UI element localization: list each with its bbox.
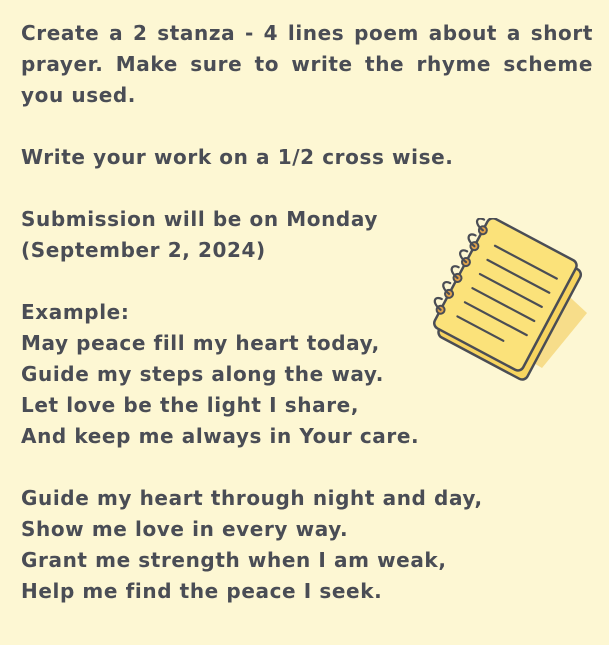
submission-date-line: (September 2, 2024) xyxy=(21,238,266,262)
poem-line: May peace fill my heart today, xyxy=(21,331,380,355)
submission-line: Submission will be on Monday xyxy=(21,207,378,231)
poem-line: Guide my steps along the way. xyxy=(21,362,384,386)
example-stanza-2 xyxy=(21,483,593,607)
poem-line: Grant me strength when I am weak, xyxy=(21,548,447,572)
format-instruction: Write your work on a 1/2 cross wise. xyxy=(21,145,454,169)
poem-line: And keep me always in Your care. xyxy=(21,424,420,448)
notebook-icon xyxy=(422,218,592,386)
poem-line: Let love be the light I share, xyxy=(21,393,360,417)
task-instruction: Create a 2 stanza - 4 lines poem about a short prayer. Make sure to write the rhyme scheme you used. xyxy=(21,21,593,107)
poem-line: Guide my heart through night and day, xyxy=(21,486,483,510)
poem-line: Show me love in every way. xyxy=(21,517,349,541)
example-label: Example: xyxy=(21,300,130,324)
poem-line: Help me find the peace I seek. xyxy=(21,579,383,603)
